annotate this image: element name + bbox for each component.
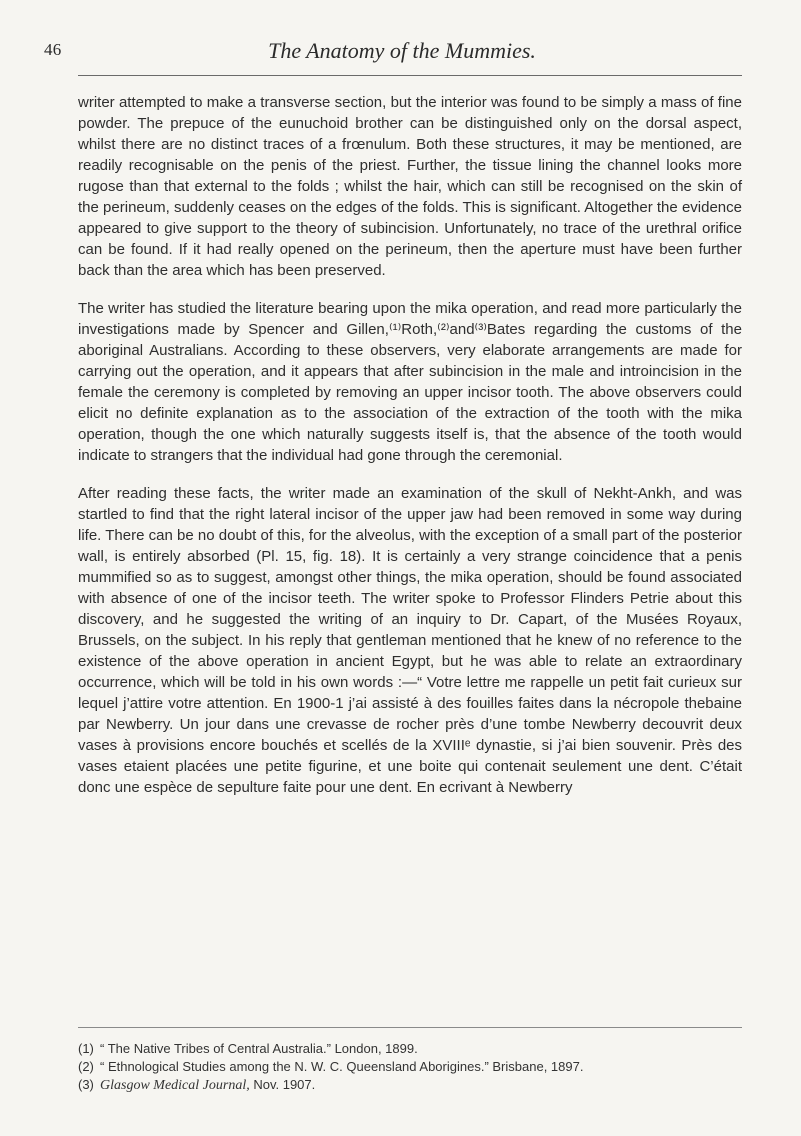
footnotes [78, 1040, 742, 1095]
footnote-text: “ The Native Tribes of Central Australia.” London, 1899. [100, 1041, 418, 1056]
running-title: The Anatomy of the Mummies. [268, 38, 536, 63]
footnote-text: Nov. 1907. [249, 1077, 316, 1092]
paragraph: writer attempted to make a transverse section, but the interior was found to be simply a mass of fine powder. The prepuce of the eunuchoid brother can be distinguished only on the dorsal aspect, whilst there are no distinct traces of a frœnulum. Both these structures, it may be mentioned, are readily recognisable on the penis of the priest. Further, the tissue lining the channel looks more rugose than that external to the folds ; whilst the hair, which can still be recognised on the skin of the perineum, suddenly ceases on the edges of the folds. This is significant. Altogether the evidence appeared to give support to the theory of subincision. Unfortunately, no trace of the urethral orifice can be found. If it had really opened on the perineum, then the aperture must have been further back than the area which has been preserved. [78, 94, 742, 279]
footnote-rule [78, 1027, 742, 1028]
footnote-number: (3) [78, 1077, 94, 1092]
paragraph: The writer has studied the literature bearing upon the mika operation, and read more particularly the investigations made by Spencer and Gillen,⁽¹⁾Roth,⁽²⁾and⁽³⁾Bates regarding the customs of the aboriginal Australians. According to these observers, very elaborate arrangements are made for carrying out the operation, and it appears that after subincision in the male and introincision in the female the ceremony is completed by removing an upper incisor tooth. The above observers could elicit no definite explanation as to the association of the extraction of the tooth with the mika operation, though the one which naturally suggests itself is, that the absence of the tooth would indicate to strangers that the individual had gone through the ceremonial. [78, 300, 742, 464]
footnote [78, 1040, 742, 1058]
page-number: 46 [44, 40, 62, 59]
footnote-number: (1) [78, 1041, 94, 1056]
paragraph: After reading these facts, the writer made an examination of the skull of Nekht-Ankh, and was startled to find that the right lateral incisor of the upper jaw had been removed in some way during life. There can be no doubt of this, for the alveolus, with the exception of a small part of the posterior wall, is entirely absorbed (Pl. 15, fig. 18). It is certainly a very strange coincidence that a penis mummified so as to suggest, amongst other things, the mika operation, should be found associated with absence of one of the incisor teeth. The writer spoke to Professor Flinders Petrie about this discovery, and he suggested the writing of an inquiry to Dr. Capart, of the Musées Royaux, Brussels, on the subject. In his reply that gentleman mentioned that he knew of no reference to the existence of the above operation in ancient Egypt, but he was able to relate an extraordinary occurrence, which will be told in his own words :—“ Votre lettre me rappelle un petit fait curieux sur lequel j’attire votre attention. En 1900-1 j’ai assisté à des fouilles faites dans la nécropole thebaine par Newberry. Un jour dans une crevasse de rocher près d’une tombe Newberry decouvrit deux vases à provisions encore bouchés et scellés de la XVIIIᵉ dynastie, si j’ai bien souvenir. Près des vases etaient placées une petite figurine, et une boite qui contenait seulement une dent. C’était donc une espèce de sepulture faite pour une dent. En ecrivant à Newberry [78, 485, 742, 796]
footnote-number: (2) [78, 1059, 94, 1074]
header-rule [78, 75, 742, 76]
footnote-text: “ Ethnological Studies among the N. W. C. Queensland Aborigines.” Brisbane, 1897. [100, 1059, 584, 1074]
footnote-journal-title: Glasgow Medical Journal, [100, 1078, 250, 1093]
footnote [78, 1058, 742, 1076]
body-text [78, 92, 742, 798]
footnote [78, 1076, 742, 1095]
page-header [44, 38, 760, 78]
